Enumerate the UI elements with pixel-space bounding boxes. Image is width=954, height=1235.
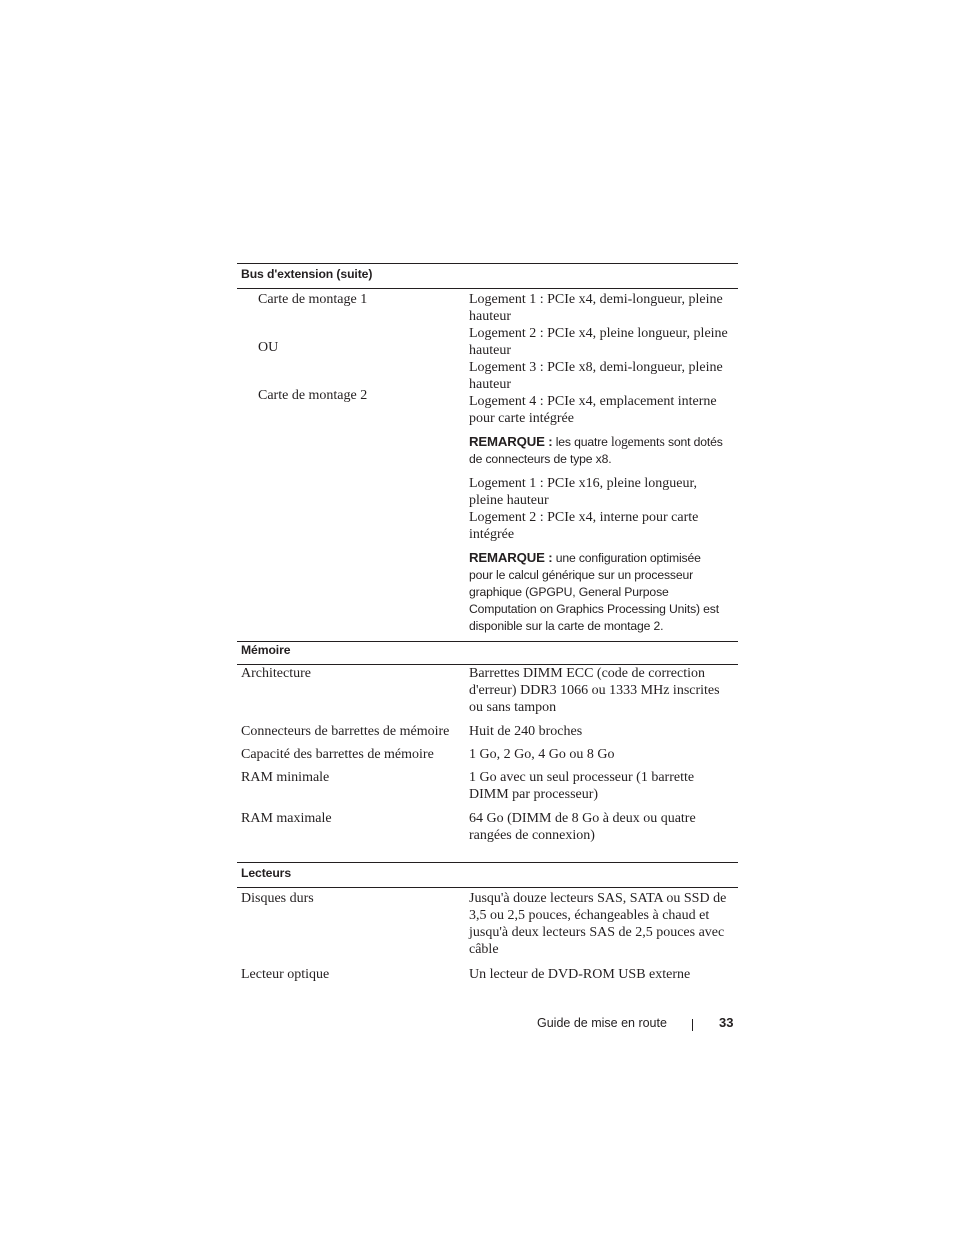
- spec-value-min-ram: [469, 769, 737, 803]
- riser-1-slots: [469, 291, 737, 427]
- note-riser-2: [469, 549, 739, 635]
- section-rule: [237, 288, 738, 289]
- section-heading-memory: Mémoire: [241, 643, 291, 657]
- spec-label-hard-drives: Disques durs: [241, 891, 314, 906]
- spec-label-module-capacity: Capacité des barrettes de mémoire: [241, 747, 434, 762]
- spec-label-memory-connectors: Connecteurs de barrettes de mémoire: [241, 724, 450, 739]
- spec-label-optical-drive: Lecteur optique: [241, 967, 330, 982]
- or-label: OU: [258, 340, 279, 355]
- value-line: Barrettes DIMM ECC (code de correction: [469, 666, 705, 681]
- value-line: 64 Go (DIMM de 8 Go à deux ou quatre: [469, 811, 696, 826]
- value-line: 3,5 ou 2,5 pouces, échangeables à chaud et: [469, 908, 710, 923]
- value-line: 1 Go, 2 Go, 4 Go ou 8 Go: [469, 747, 615, 762]
- footer-guide-title: Guide de mise en route: [537, 1016, 667, 1030]
- section-heading-expansion-bus: Bus d'extension (suite): [241, 267, 373, 281]
- slot-text: intégrée: [469, 527, 515, 542]
- note-keyword: REMARQUE :: [469, 434, 553, 449]
- spec-value-hard-drives: [469, 890, 737, 958]
- note-text: les quatre: [552, 435, 611, 449]
- value-line: 1 Go avec un seul processeur (1 barrette: [469, 770, 695, 785]
- note-text: Computation on Graphics Processing Units) est: [469, 602, 719, 616]
- note-text: de connecteurs de type x8.: [469, 452, 612, 466]
- riser-1-label: Carte de montage 1: [258, 292, 368, 307]
- footer-separator: [692, 1019, 693, 1031]
- slot-text: Logement 2 : PCIe x4, interne pour carte: [469, 510, 699, 525]
- note-text: graphique (GPGPU, General Purpose: [469, 585, 669, 599]
- slot-text: Logement 4 : PCIe x4, emplacement interne: [469, 394, 717, 409]
- slot-text: hauteur: [469, 343, 511, 358]
- section-rule: [237, 887, 738, 888]
- spec-value-optical-drive: [469, 966, 737, 983]
- spec-label-architecture: Architecture: [241, 666, 311, 681]
- value-line: Jusqu'à douze lecteurs SAS, SATA ou SSD de: [469, 891, 727, 906]
- spec-value-architecture: [469, 665, 737, 716]
- slot-text: hauteur: [469, 309, 511, 324]
- spec-label-max-ram: RAM maximale: [241, 811, 332, 826]
- value-line: d'erreur) DDR3 1066 ou 1333 MHz inscrites: [469, 683, 720, 698]
- note-text: logements: [611, 434, 665, 449]
- slot-text: Logement 1 : PCIe x16, pleine longueur,: [469, 476, 698, 491]
- riser-2-slots: [469, 475, 737, 543]
- riser-2-label: Carte de montage 2: [258, 388, 368, 403]
- value-line: DIMM par processeur): [469, 787, 599, 802]
- note-text: une configuration optimisée: [552, 551, 701, 565]
- slot-text: Logement 1 : PCIe x4, demi-longueur, pleine: [469, 292, 723, 307]
- note-text: sont dotés: [664, 435, 723, 449]
- section-rule: [237, 641, 738, 642]
- slot-text: pour carte intégrée: [469, 411, 574, 426]
- slot-text: Logement 3 : PCIe x8, demi-longueur, pleine: [469, 360, 723, 375]
- spec-value-memory-connectors: [469, 723, 737, 740]
- value-line: câble: [469, 942, 499, 957]
- spec-value-module-capacity: [469, 746, 737, 763]
- table-top-rule: [237, 263, 738, 264]
- note-text: disponible sur la carte de montage 2.: [469, 619, 664, 633]
- slot-text: hauteur: [469, 377, 511, 392]
- slot-text: Logement 2 : PCIe x4, pleine longueur, pleine: [469, 326, 728, 341]
- value-line: ou sans tampon: [469, 700, 557, 715]
- slot-text: pleine hauteur: [469, 493, 549, 508]
- note-riser-1: [469, 433, 739, 468]
- note-keyword: REMARQUE :: [469, 550, 553, 565]
- section-heading-drives: Lecteurs: [241, 866, 292, 880]
- section-rule: [237, 862, 738, 863]
- page-number: 33: [719, 1015, 734, 1030]
- spec-value-max-ram: [469, 810, 737, 844]
- value-line: rangées de connexion): [469, 828, 595, 843]
- note-text: pour le calcul générique sur un processeur: [469, 568, 694, 582]
- value-line: Un lecteur de DVD-ROM USB externe: [469, 967, 691, 982]
- spec-label-min-ram: RAM minimale: [241, 770, 330, 785]
- value-line: Huit de 240 broches: [469, 724, 583, 739]
- value-line: jusqu'à deux lecteurs SAS de 2,5 pouces avec: [469, 925, 725, 940]
